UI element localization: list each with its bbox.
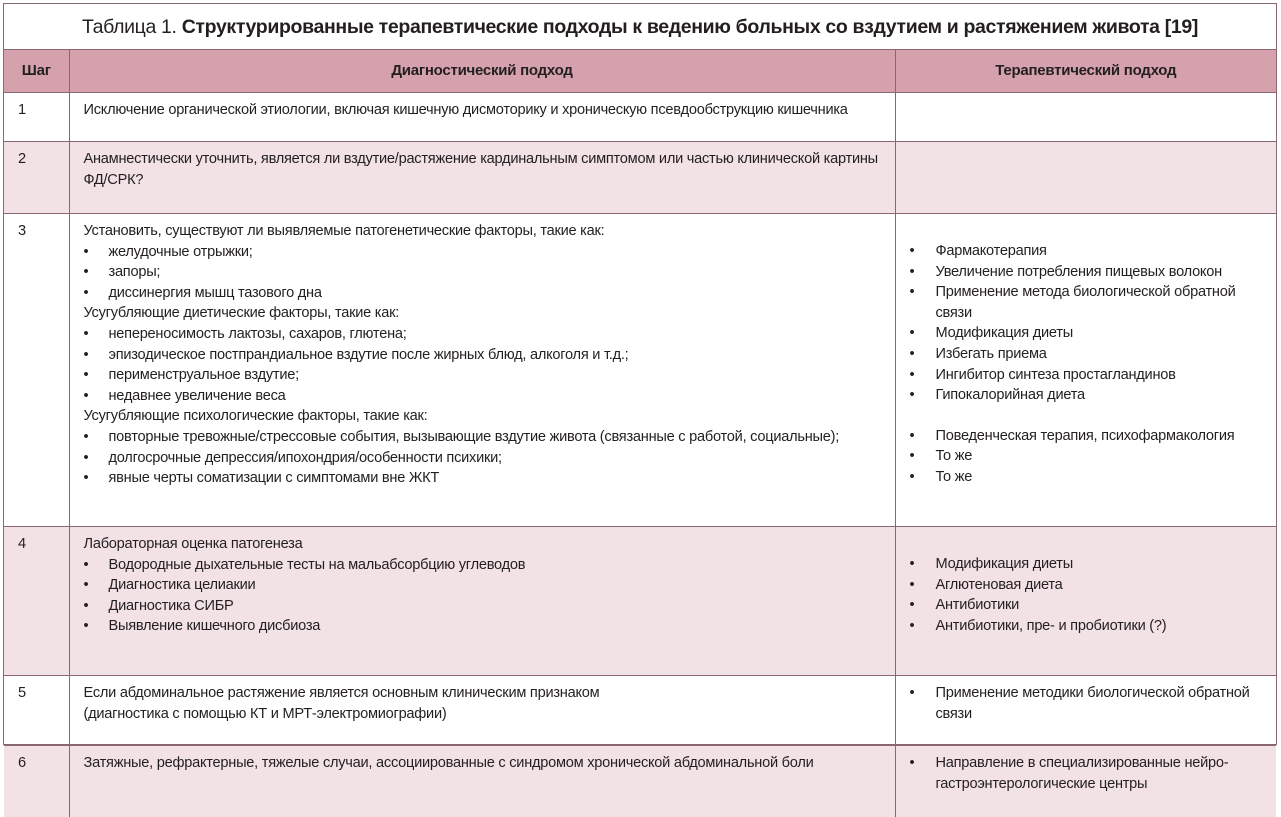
table-frame: [3, 3, 1277, 745]
list-item: • запоры;: [84, 262, 885, 283]
list-item: • желудочные отрыжки;: [84, 242, 885, 263]
step-cell: 6: [4, 746, 69, 817]
list-item: • Модификация диеты: [910, 323, 1269, 344]
list-item: • Выявление кишечного дисбиоза: [84, 616, 885, 637]
list-item: • Антибиотики, пре- и пробиотики (?): [910, 616, 1269, 637]
diagnostic-text: Если абдоминальное растяжение является основным клиническим признаком: [84, 683, 885, 704]
list-item: • долгосрочные депрессия/ипохондрия/особенности психики;: [84, 448, 885, 469]
therapy-list: [910, 753, 1269, 794]
diagnostic-text: Исключение органической этиологии, включая кишечную дисмоторику и хроническую псевдообструкцию кишечника: [84, 100, 885, 121]
therapeutic-cell: [895, 527, 1276, 676]
list-item: • Применение метода биологической обратной связи: [910, 282, 1269, 323]
list-item: • Увеличение потребления пищевых волокон: [910, 262, 1269, 283]
diagnostic-subheading: Усугубляющие психологические факторы, такие как:: [84, 406, 885, 427]
table-header-row: [4, 50, 1276, 93]
list-item: • эпизодическое постпрандиальное вздутие после жирных блюд, алкоголя и т.д.;: [84, 345, 885, 366]
list-item: • Фармакотерапия: [910, 241, 1269, 262]
list-item: • Диагностика целиакии: [84, 575, 885, 596]
diagnostic-text: Затяжные, рефрактерные, тяжелые случаи, ассоциированные с синдромом хронической абдоминальной боли: [84, 753, 885, 774]
list-item: • перименструальное вздутие;: [84, 365, 885, 386]
table-caption-prefix: Таблица 1.: [82, 16, 177, 38]
therapy-table: [4, 50, 1276, 817]
list-item: • Модификация диеты: [910, 554, 1269, 575]
list-item: • Водородные дыхательные тесты на мальабсорбцию углеводов: [84, 555, 885, 576]
therapeutic-cell: [895, 746, 1276, 817]
diagnostic-intro: Установить, существуют ли выявляемые патогенетические факторы, такие как:: [84, 221, 885, 242]
table-row: [4, 676, 1276, 746]
list-item: • диссинергия мышц тазового дна: [84, 283, 885, 304]
therapy-list: [910, 426, 1269, 488]
step-cell: 1: [4, 93, 69, 142]
list-item: • недавнее увеличение веса: [84, 386, 885, 407]
table-row: [4, 214, 1276, 527]
diagnostic-cell: [69, 142, 895, 214]
table-row: [4, 142, 1276, 214]
list-item: • Направление в специализированные нейро-гастроэнтерологические центры: [910, 753, 1269, 794]
list-gap: [910, 406, 1269, 426]
step-cell: 5: [4, 676, 69, 746]
step-cell: 4: [4, 527, 69, 676]
therapeutic-cell: [895, 214, 1276, 527]
column-header-step: Шаг: [4, 50, 69, 93]
table-caption: [4, 4, 1276, 50]
step-cell: 3: [4, 214, 69, 527]
list-item: • Аглютеновая диета: [910, 575, 1269, 596]
therapeutic-cell: [895, 93, 1276, 142]
list-item: • Применение методики биологической обратной связи: [910, 683, 1269, 724]
list-item: • Антибиотики: [910, 595, 1269, 616]
pathogenetic-factor-list: [84, 242, 885, 304]
diagnostic-subheading: Усугубляющие диетические факторы, такие как:: [84, 303, 885, 324]
list-item: • Диагностика СИБР: [84, 596, 885, 617]
diagnostic-cell: [69, 746, 895, 817]
therapeutic-cell: [895, 676, 1276, 746]
list-item: • непереносимость лактозы, сахаров, глютена;: [84, 324, 885, 345]
therapy-list: [910, 241, 1269, 406]
list-item: • То же: [910, 467, 1269, 488]
psychological-factor-list: [84, 427, 885, 489]
list-item: • То же: [910, 446, 1269, 467]
therapy-list: [910, 554, 1269, 636]
diagnostic-cell: [69, 676, 895, 746]
step-cell: 2: [4, 142, 69, 214]
diagnostic-cell: [69, 214, 895, 527]
list-item: • явные черты соматизации с симптомами вне ЖКТ: [84, 468, 885, 489]
laboratory-test-list: [84, 555, 885, 637]
column-header-diagnostic: Диагностический подход: [69, 50, 895, 93]
diagnostic-text: (диагностика с помощью КТ и МРТ-электромиографии): [84, 704, 885, 725]
column-header-therapeutic: Терапевтический подход: [895, 50, 1276, 93]
therapeutic-cell: [895, 142, 1276, 214]
list-item: • Ингибитор синтеза простагландинов: [910, 365, 1269, 386]
table-row: [4, 527, 1276, 676]
table-row: [4, 93, 1276, 142]
diagnostic-cell: [69, 527, 895, 676]
table-caption-title: Структурированные терапевтические подходы к ведению больных со вздутием и растяжением живота [19]: [182, 16, 1198, 38]
diagnostic-intro: Лабораторная оценка патогенеза: [84, 534, 885, 555]
diagnostic-text: Анамнестически уточнить, является ли вздутие/растяжение кардинальным симптомом или частью клинической картины ФД/СРК?: [84, 149, 885, 190]
list-item: • Поведенческая терапия, психофармакология: [910, 426, 1269, 447]
list-item: • Избегать приема: [910, 344, 1269, 365]
dietary-factor-list: [84, 324, 885, 406]
therapy-list: [910, 683, 1269, 724]
list-item: • Гипокалорийная диета: [910, 385, 1269, 406]
table-row: [4, 746, 1276, 817]
diagnostic-cell: [69, 93, 895, 142]
list-item: • повторные тревожные/стрессовые события, вызывающие вздутие живота (связанные с работой, социальные);: [84, 427, 885, 448]
